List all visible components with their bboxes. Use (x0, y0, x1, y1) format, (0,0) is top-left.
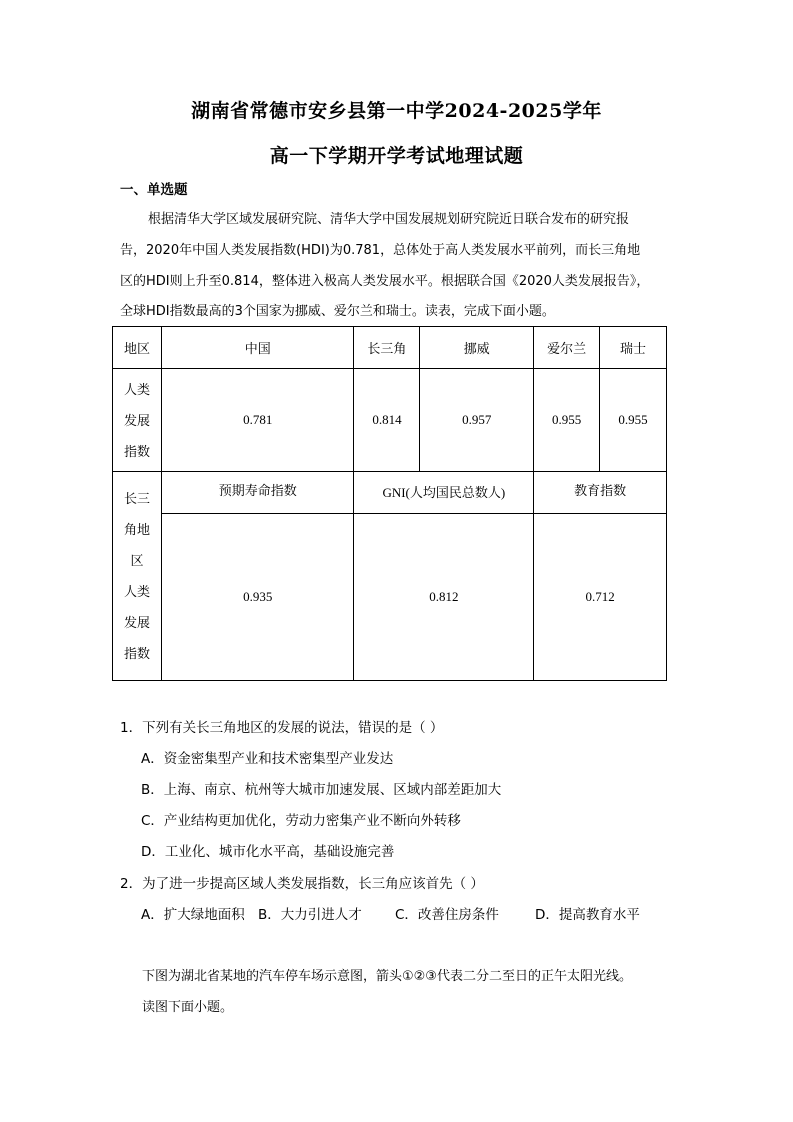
table-row (113, 369, 667, 472)
intro-line: 全球HDI指数最高的3个国家为挪威、爱尔兰和瑞士。读表，完成下面小题。 (120, 304, 555, 319)
page-title-line2: 高一下学期开学考试地理试题 (269, 145, 524, 167)
table-cell-hdi-label (113, 369, 162, 472)
intro-line: 告，2020年中国人类发展指数(HDI)为0.781，总体处于高人类发展水平前列，而长三角地 (120, 243, 641, 258)
question-2-option-c[interactable]: C．改善住房条件 (395, 907, 499, 923)
question-1-option-a[interactable]: A．资金密集型产业和技术密集型产业发达 (141, 751, 394, 767)
table-cell-region-label: 地区 (113, 327, 162, 369)
page-title-line1: 湖南省常德市安乡县第一中学2024-2025学年 (191, 100, 602, 122)
question-2-option-d[interactable]: D．提高教育水平 (535, 907, 640, 923)
table-cell: 中国 (161, 327, 354, 369)
label-char: 指数 (123, 443, 150, 459)
intro-line: 区的HDI则上升至0.814，整体进入极高人类发展水平。根据联合国《2020人类发展报告》， (120, 274, 650, 289)
table-cell: 长三角 (354, 327, 420, 369)
table-cell: 0.957 (420, 369, 534, 472)
table-cell-yrd-label (113, 472, 162, 681)
intro2-line: 读图下面小题。 (142, 1000, 234, 1015)
section-heading: 一、单选题 (120, 182, 188, 198)
label-char: 角地 (123, 522, 150, 537)
label-char: 人类 (123, 381, 150, 397)
label-char: 人类 (123, 584, 150, 599)
label-char: 发展 (123, 615, 150, 630)
table-cell: 0.955 (534, 369, 600, 472)
table-header-education: 教育指数 (534, 472, 667, 514)
table-cell: 瑞士 (600, 327, 667, 369)
question-2-option-b[interactable]: B．大力引进人才 (258, 907, 362, 923)
label-char: 发展 (123, 412, 150, 428)
table-row (113, 327, 667, 369)
question-2-stem: 2．为了进一步提高区域人类发展指数，长三角应该首先（ ） (120, 876, 484, 892)
question-1-option-d[interactable]: D．工业化、城市化水平高，基础设施完善 (141, 844, 395, 860)
question-1-option-c[interactable]: C．产业结构更加优化，劳动力密集产业不断向外转移 (141, 813, 461, 829)
question-1-stem: 1．下列有关长三角地区的发展的说法，错误的是（ ） (120, 720, 444, 736)
table-header-life-expectancy: 预期寿命指数 (161, 472, 354, 514)
question-2-option-a[interactable]: A．扩大绿地面积 (141, 907, 245, 923)
label-char: 指数 (123, 646, 150, 661)
table-cell: 爱尔兰 (534, 327, 600, 369)
table-cell: 0.712 (534, 514, 667, 681)
table-row (113, 514, 667, 681)
hdi-table (112, 326, 667, 681)
label-char: 长三 (123, 491, 150, 506)
label-char: 区 (130, 553, 144, 568)
table-cell: 0.781 (161, 369, 354, 472)
table-header-gni: GNI(人均国民总数人) (354, 472, 534, 514)
table-cell: 0.935 (161, 514, 354, 681)
intro-line: 根据清华大学区域发展研究院、清华大学中国发展规划研究院近日联合发布的研究报 (148, 212, 630, 227)
table-row (113, 472, 667, 514)
intro2-line: 下图为湖北省某地的汽车停车场示意图，箭头①②③代表二分二至日的正午太阳光线。 (142, 969, 632, 984)
table-cell: 0.812 (354, 514, 534, 681)
table-cell: 0.814 (354, 369, 420, 472)
question-1-option-b[interactable]: B．上海、南京、杭州等大城市加速发展、区域内部差距加大 (141, 782, 502, 798)
table-cell: 0.955 (600, 369, 667, 472)
table-cell: 挪威 (420, 327, 534, 369)
